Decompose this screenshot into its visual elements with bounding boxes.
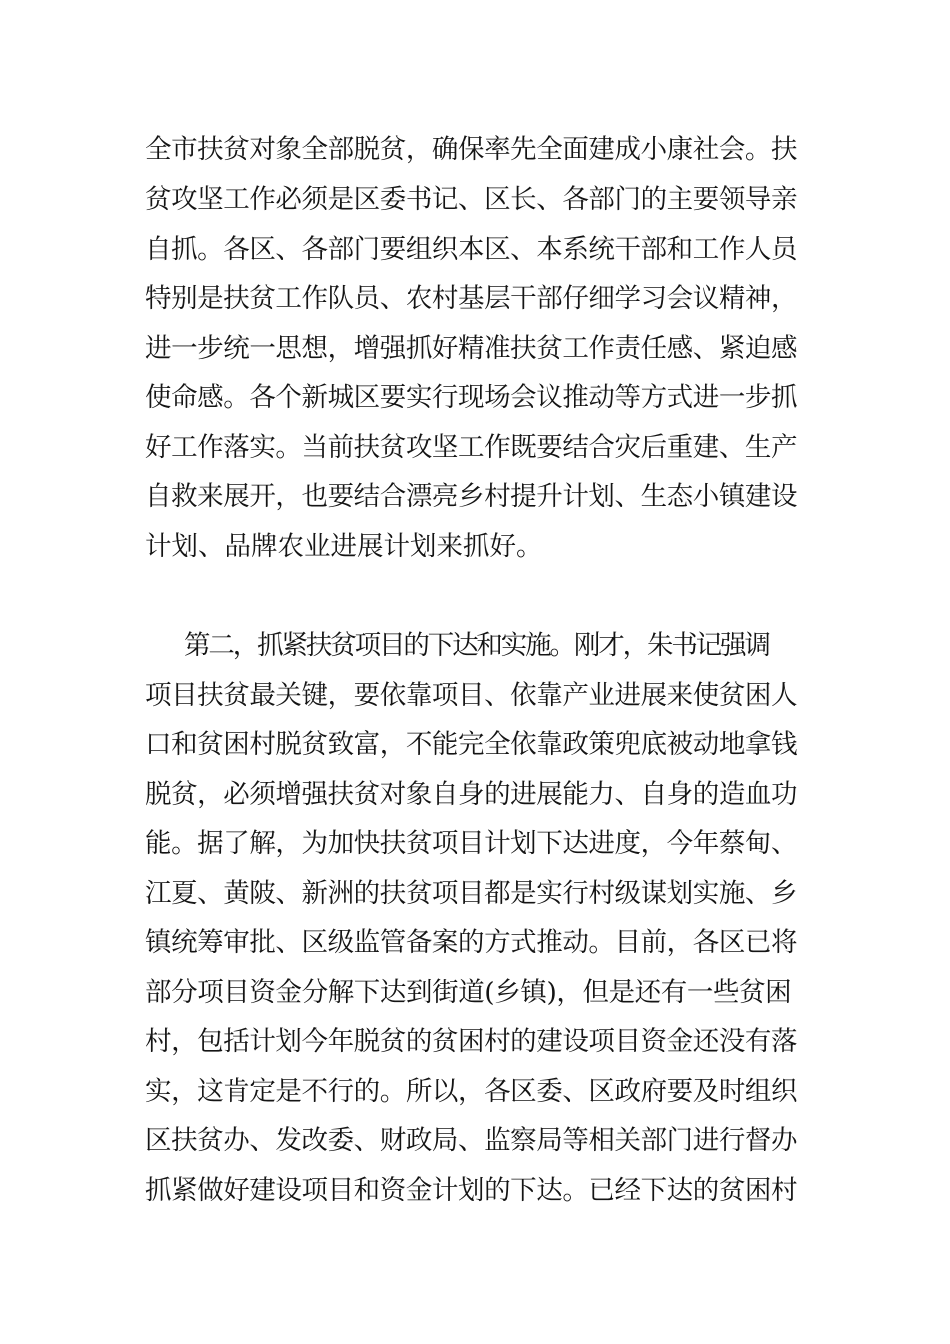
paragraph-2-line-1: 第二，抓紧扶贫项目的下达和实施。刚才，朱书记强调 [184, 630, 769, 661]
paragraph-2-line-10: 实，这肯定是不行的。所以，各区委、区政府要及时组织 [145, 1076, 798, 1107]
paragraph-2-line-2: 项目扶贫最关键，要依靠项目、依靠产业进展来使贫困人 [145, 680, 798, 711]
paragraph-1-line-9: 计划、品牌农业进展计划来抓好。 [145, 531, 543, 562]
paragraph-2-line-5: 能。据了解，为加快扶贫项目计划下达进度，今年蔡甸、 [145, 828, 798, 859]
paragraph-2-line-8: 部分项目资金分解下达到街道(乡镇)，但是还有一些贫困 [145, 977, 792, 1008]
paragraph-1-line-2: 贫攻坚工作必须是区委书记、区长、各部门的主要领导亲 [145, 184, 798, 215]
paragraph-2-line-7: 镇统筹审批、区级监管备案的方式推动。目前，各区已将 [145, 927, 798, 958]
paragraph-1-line-4: 特别是扶贫工作队员、农村基层干部仔细学习会议精神， [145, 283, 798, 314]
paragraph-2-line-3: 口和贫困村脱贫致富，不能完全依靠政策兜底被动地拿钱 [145, 729, 798, 760]
paragraph-1-line-3: 自抓。各区、各部门要组织本区、本系统干部和工作人员 [145, 234, 798, 265]
paragraph-2-line-9: 村，包括计划今年脱贫的贫困村的建设项目资金还没有落 [145, 1026, 798, 1057]
paragraph-2-line-12: 抓紧做好建设项目和资金计划的下达。已经下达的贫困村 [145, 1175, 798, 1206]
paragraph-1-line-6: 使命感。各个新城区要实行现场会议推动等方式进一步抓 [145, 382, 798, 413]
paragraph-2-line-4: 脱贫，必须增强扶贫对象自身的进展能力、自身的造血功 [145, 779, 798, 810]
paragraph-1-line-5: 进一步统一思想，增强抓好精准扶贫工作责任感、紧迫感 [145, 333, 798, 364]
paragraph-1-line-8: 自救来展开，也要结合漂亮乡村提升计划、生态小镇建设 [145, 481, 798, 512]
paragraph-2-line-11: 区扶贫办、发改委、财政局、监察局等相关部门进行督办 [145, 1125, 798, 1156]
paragraph-1-line-1: 全市扶贫对象全部脱贫，确保率先全面建成小康社会。扶 [145, 134, 798, 165]
paragraph-1-line-7: 好工作落实。当前扶贫攻坚工作既要结合灾后重建、生产 [145, 432, 798, 463]
paragraph-2-line-6: 江夏、黄陂、新洲的扶贫项目都是实行村级谋划实施、乡 [145, 878, 798, 909]
